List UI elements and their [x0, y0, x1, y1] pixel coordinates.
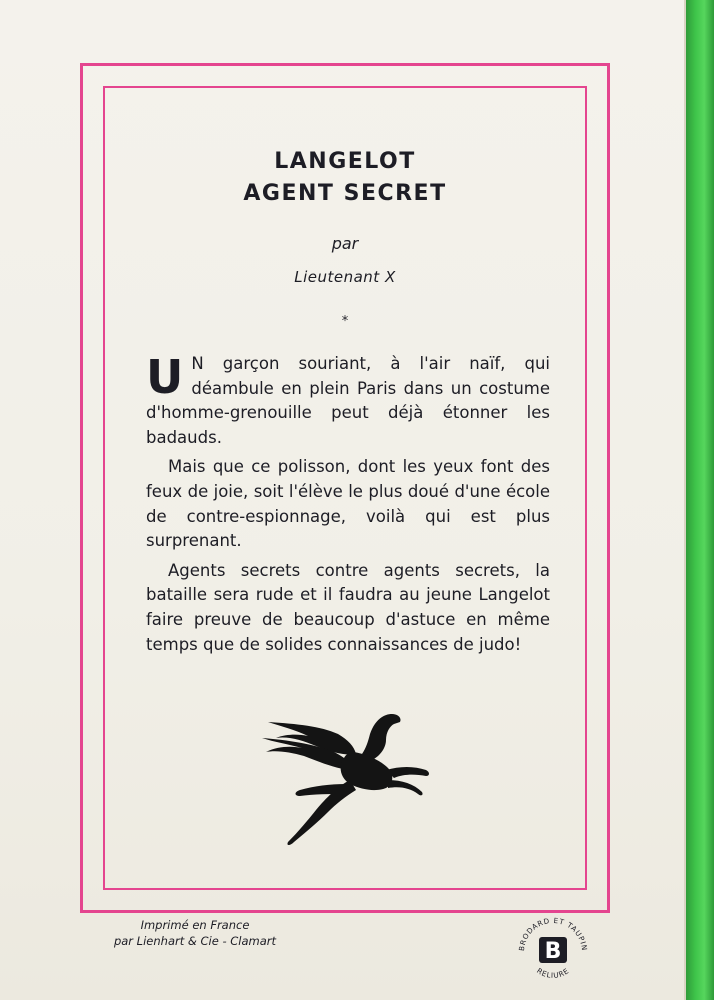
- title-line-1: LANGELOT: [274, 149, 416, 174]
- imprint-line-2: par Lienhart & Cie - Clamart: [113, 934, 277, 948]
- blurb-text: [146, 352, 550, 662]
- star-ornament: *: [341, 314, 349, 329]
- green-spine: [686, 0, 714, 1000]
- book-title: [103, 146, 587, 210]
- binder-top-text: BRODARD ET TAUPIN: [516, 915, 590, 952]
- pegasus-logo-icon: [258, 704, 438, 854]
- blurb-paragraph-1-text: N garçon souriant, à l'air naïf, qui déambule en plein Paris dans un costume d'homme-grenouille peut déjà étonner les badauds.: [146, 354, 550, 447]
- title-line-2: AGENT SECRET: [243, 181, 447, 206]
- printer-imprint: [95, 917, 295, 949]
- blurb-paragraph-3: Agents secrets contre agents secrets, la bataille sera rude et il faudra au jeune Langelot faire preuve de beaucoup d'astuce en même temps que de solides connaissances de judo!: [146, 560, 550, 654]
- binder-stamp-icon: [514, 913, 592, 991]
- binder-bottom-text: RELIURE: [535, 966, 571, 981]
- by-label: par: [331, 234, 359, 253]
- author-name: Lieutenant X: [294, 268, 396, 286]
- blurb-paragraph-1: [146, 352, 550, 450]
- dropcap: U: [146, 350, 184, 404]
- binder-letter: B: [544, 939, 562, 964]
- imprint-line-1: Imprimé en France: [140, 918, 250, 932]
- blurb-paragraph-2: Mais que ce polisson, dont les yeux font des feux de joie, soit l'élève le plus doué d'une école de contre-espionnage, voilà qui est plus surprenant.: [146, 457, 550, 551]
